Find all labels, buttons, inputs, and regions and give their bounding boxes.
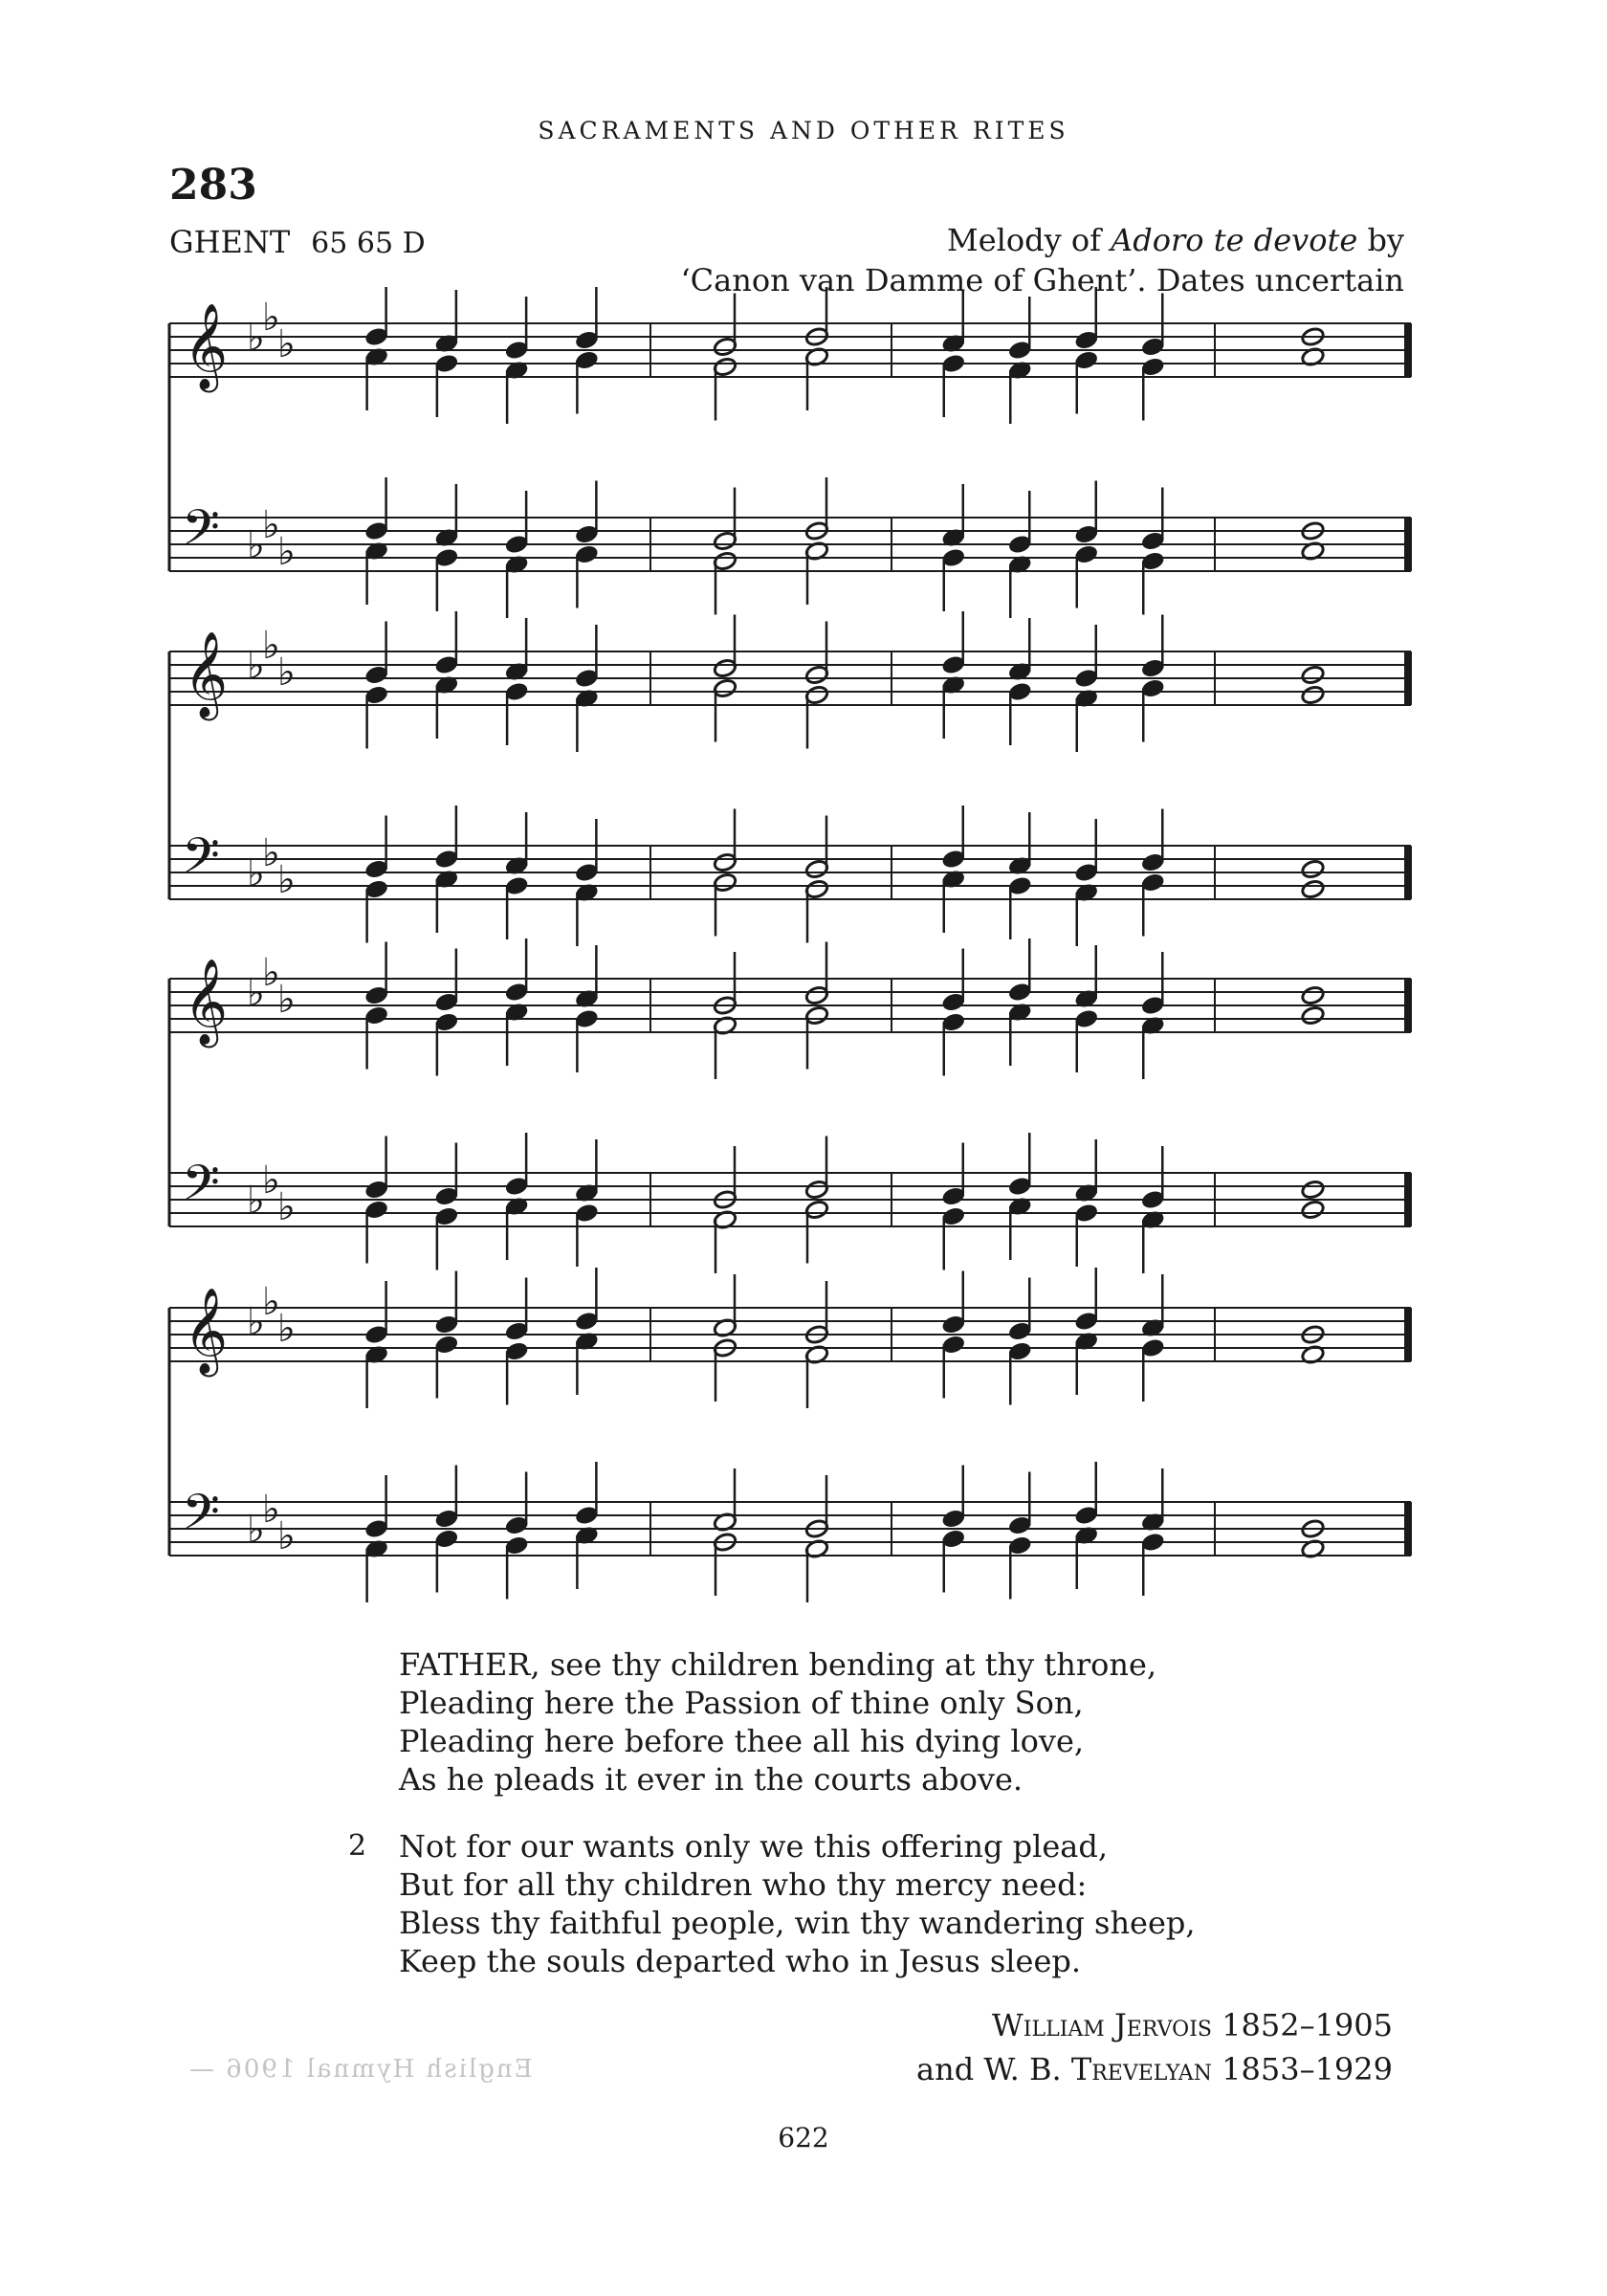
section-title: SACRAMENTS AND OTHER RITES [538, 117, 1069, 144]
notehead [1301, 879, 1326, 900]
flat-sign: ♭ [262, 296, 280, 340]
verse-line: Bless thy faithful people, win thy wandering sheep, [399, 1905, 1196, 1941]
treble-clef: 𝄞 [184, 1288, 229, 1374]
flat-sign: ♭ [277, 530, 296, 574]
flat-sign: ♭ [262, 1488, 280, 1532]
flat-sign: ♭ [277, 651, 296, 695]
notehead [1301, 1180, 1326, 1201]
verse-line: But for all thy children who thy mercy need: [399, 1866, 1088, 1903]
melody-source-line-1: Melody of Adoro te devote by [946, 222, 1404, 258]
notehead [1301, 665, 1326, 686]
flat-sign: ♭ [247, 851, 265, 895]
flat-sign: ♭ [277, 1514, 296, 1558]
flat-sign: ♭ [262, 831, 280, 875]
flat-sign: ♭ [277, 978, 296, 1022]
author-dates: 1853–1929 [1222, 2051, 1393, 2087]
hymn-number: 283 [169, 161, 257, 210]
treble-clef: 𝄞 [184, 631, 229, 718]
flat-sign: ♭ [262, 1280, 280, 1324]
treble-clef: 𝄞 [184, 303, 229, 389]
page-number: 622 [778, 2122, 829, 2153]
flat-sign: ♭ [277, 1307, 296, 1351]
verse-line: Pleading here before thee all his dying love, [399, 1723, 1085, 1759]
author-name: William Jervois [991, 2007, 1212, 2043]
flat-sign: ♭ [247, 1300, 265, 1344]
flat-sign: ♭ [247, 644, 265, 688]
verse-line: Pleading here the Passion of thine only Son, [399, 1685, 1084, 1721]
bleed-through-text: English Hymnal 1906 — [187, 2055, 533, 2084]
author-dates: 1852–1905 [1222, 2007, 1393, 2043]
flat-sign: ♭ [247, 1508, 265, 1552]
verse-line: FATHER, see thy children bending at thy throne, [399, 1646, 1157, 1683]
bass-clef: 𝄢 [182, 827, 220, 896]
flat-sign: ♭ [262, 503, 280, 547]
notehead [1301, 859, 1326, 880]
bass-clef: 𝄢 [182, 498, 220, 568]
flat-sign: ♭ [247, 971, 265, 1015]
verse-number: 2 [348, 1829, 367, 1863]
notehead [1301, 685, 1326, 706]
source-title: Adoro te devote [1111, 222, 1358, 258]
verse-line: Not for our wants only we this offering plead, [399, 1828, 1109, 1865]
flat-sign: ♭ [247, 523, 265, 567]
bass-clef: 𝄢 [182, 1483, 220, 1553]
music-score [0, 287, 1607, 1607]
tune-meter: 65 65 D [311, 227, 426, 260]
notehead [1301, 1200, 1326, 1221]
tune-name: GHENT [169, 224, 291, 260]
author-name: W. B. Trevelyan [983, 2051, 1212, 2087]
flat-sign: ♭ [262, 1159, 280, 1203]
verse-line: As he pleads it ever in the courts above. [399, 1761, 1024, 1798]
notehead [1301, 985, 1326, 1006]
author-line-2: and W. B. Trevelyan 1853–1929 [916, 2051, 1393, 2087]
flat-sign: ♭ [247, 1179, 265, 1223]
flat-sign: ♭ [277, 322, 296, 366]
verse-line: Keep the souls departed who in Jesus sleep. [399, 1943, 1082, 1979]
flat-sign: ♭ [262, 624, 280, 668]
tune-info [169, 224, 426, 260]
flat-sign: ♭ [262, 951, 280, 995]
flat-sign: ♭ [247, 316, 265, 360]
bass-clef: 𝄢 [182, 1154, 220, 1224]
verse-2 [399, 1827, 1196, 1980]
flat-sign: ♭ [277, 1185, 296, 1229]
treble-clef: 𝄞 [184, 959, 229, 1045]
melody-source-line-2: ‘Canon van Damme of Ghent’. Dates uncertain [680, 262, 1404, 298]
notehead [1301, 1005, 1326, 1027]
flat-sign: ♭ [277, 858, 296, 902]
verse-1 [399, 1645, 1156, 1799]
author-line-1 [992, 2007, 1393, 2043]
